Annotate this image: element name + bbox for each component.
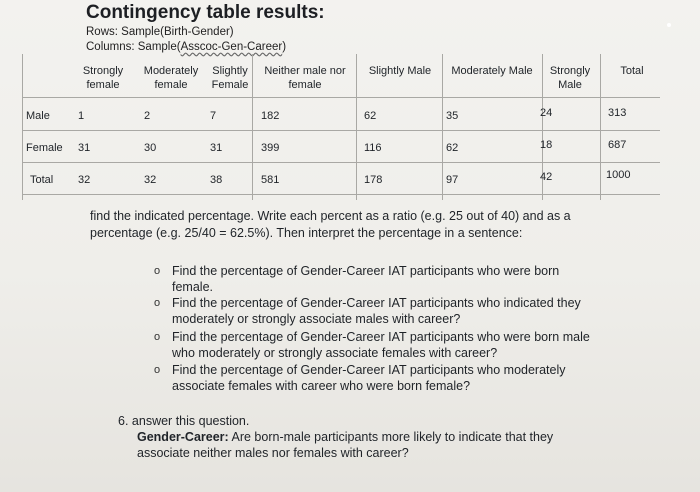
table-cell: 31 [210,142,223,154]
table-cell: 32 [144,174,157,186]
header-total: Total [620,65,644,77]
table-rule [356,54,357,200]
bullet-icon: o [154,265,161,277]
table-cell: 7 [210,110,217,122]
table-cell: 2 [144,110,151,122]
table-rule [22,97,660,98]
header-slightly-female: Slightly Female [211,65,249,91]
table-rule [22,54,23,200]
table-cell: 687 [608,139,627,151]
header-strongly-male: Strongly Male [549,65,591,91]
decorative-dot [667,23,671,27]
table-cell: 581 [261,174,280,186]
instructions-text: find the indicated percentage. Write each percent as a ratio (e.g. 25 out of 40) and as a percentage (e.g. 25/40 = 62.5%). Then interpret the percentage in a sentence: [90,209,571,240]
header-strongly-female: Strongly female [82,65,124,91]
table-cell: 24 [540,107,553,119]
table-cell: 42 [540,171,553,183]
item-6-number: 6. [118,414,129,428]
header-moderately-male: Moderately Male [451,65,533,77]
bullet-icon: o [154,364,161,376]
question-item: Find the percentage of Gender-Career IAT participants who moderately associate females with career who were born female? [172,363,566,393]
question-item: Find the percentage of Gender-Career IAT participants who were born female. [172,264,560,294]
rows-label: Rows: Sample(Birth-Gender) [86,26,234,38]
table-cell: 116 [364,142,382,154]
table-cell: 182 [261,110,280,122]
bullet-icon: o [154,297,161,309]
table-rule [22,194,660,195]
table-cell: 32 [78,174,91,186]
table-cell: 30 [144,142,157,154]
row-label-total: Total [30,174,54,186]
row-label-female: Female [26,142,63,154]
columns-label-suffix: ) [282,41,287,53]
question-item: Find the percentage of Gender-Career IAT participants who were born male who moderately or strongly associate females with career? [172,330,590,360]
header-neither: Neither male nor female [264,65,346,91]
header-moderately-female: Moderately female [143,65,199,91]
table-cell: 18 [540,139,553,151]
table-cell: 1000 [606,169,631,181]
table-cell: 399 [261,142,280,154]
table-cell: 97 [446,174,459,186]
table-cell: 1 [78,110,85,122]
table-cell: 62 [364,110,377,122]
item-6 [118,414,249,428]
table-cell: 178 [364,174,383,186]
table-cell: 35 [446,110,459,122]
header-slightly-male: Slightly Male [368,65,432,77]
columns-label-word: Asscoc-Gen-Career [180,41,283,53]
item-6-question-text: Are born-male participants more likely to indicate that they associate neither males nor females with career? [137,430,554,460]
row-label-male: Male [26,110,50,122]
table-rule [442,54,443,200]
table-rule [22,130,660,131]
columns-label [86,41,286,53]
contingency-table [22,54,660,200]
page-title: Contingency table results: [86,2,325,23]
item-6-bold-label: Gender-Career: [137,430,229,444]
table-cell: 31 [78,142,91,154]
question-item: Find the percentage of Gender-Career IAT participants who indicated they moderately or strongly associate males with career? [172,296,581,326]
table-cell: 62 [446,142,459,154]
table-rule [22,162,660,163]
item-6-question [137,429,577,461]
bullet-icon: o [154,331,161,343]
table-cell: 38 [210,174,223,186]
table-rule [600,54,601,200]
item-6-lead: answer this question. [131,414,250,428]
columns-label-prefix: Columns: Sample( [86,41,181,53]
table-cell: 313 [608,107,627,119]
